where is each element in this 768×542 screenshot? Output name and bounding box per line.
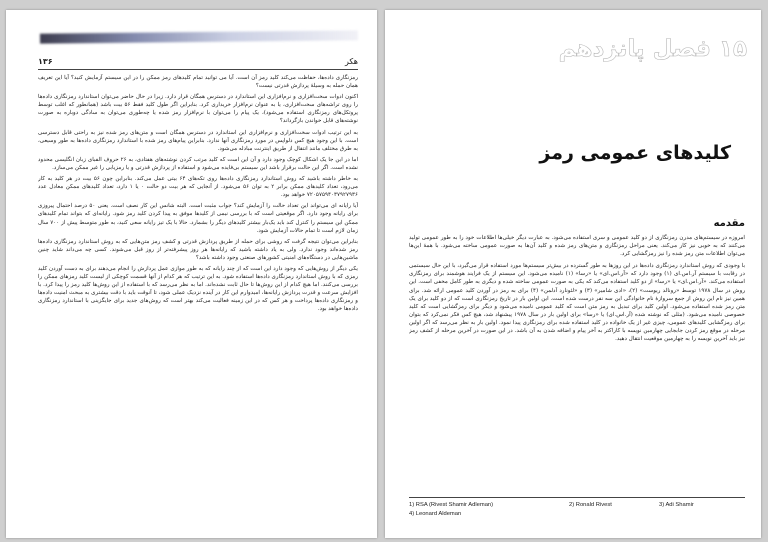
page-number: ۱۳۶: [38, 57, 53, 66]
section-heading: مقدمه: [713, 218, 745, 229]
paragraph: به این ترتیب ادوات سخت‌افزاری و نرم‌افزاری این استاندارد در دسترس همگان است و متن‌های رمز شده نیز به راحتی قابل دسترسی است. با این وجود هیچ کس دلواپس در مورد رمزنگاری آنها ندارد. بنابراین پیام‌های رمز شده با استاندارد رمزنگاری داده‌ها به طور وسیعی، به طرق مختلف مانند انتقال از طریق اینترنت مبادله می‌شود.: [38, 129, 358, 152]
running-head: [38, 57, 358, 70]
paragraph: امروزه در سیستم‌های مدرن رمزنگاری از دو کلید عمومی و سری استفاده می‌شود. به عبارت دیگر خیلی‌ها اطلاعات خود را به طور عمومی تولید می‌کنند که به خوبی نیز کار می‌کند. یعنی مراحل رمزنگاری و متن‌های رمز شده و کلید آن‌ها به صورت عمومی ساخته می‌شود. با همهٔ این‌ها می‌توان اطلاعات متن رمز شده را نیز رمزگشایی کرد.: [409, 235, 745, 258]
paragraph: اکنون ادوات سخت‌افزاری و نرم‌افزاری این استاندارد در دسترس همگان قرار دارد. زیرا در حال حاضر می‌توان استاندارد رمزنگاری داده‌ها را روی تراشه‌های سخت‌افزاری، یا به عنوان نرم‌افزار خریداری کرد. بنابراین اگر طول کلید فقط ۵۶ بیت باشد (همانطور که اغلب توسط پروتکل‌های رمزنگاری استفاده می‌شود)، یک پیام را می‌توان با نرم‌افزار رمز شده یا چه‌طوری می‌توان به سادگی دوباره به صورت نوشته‌های قابل خواندن بازگرداند؟: [38, 94, 358, 125]
paragraph: به خاطر داشته باشید که روش استاندارد رمزنگاری داده‌ها روی تکه‌های ۶۴ بیتی عمل می‌کند. بنابراین چون ۵۶ بیت در هر کلید به کار می‌رود، تعداد کلیدهای ممکن برابر ۲ به توان ۵۶ می‌شود. از آنجایی که هر بیت دو حالت ۰ یا ۱ دارد، تعداد کلیدهای ممکن معادل عدد ۷۲۰۵۷۵۹۴۰۳۷۹۲۷۹۳۶ خواهد بود.: [38, 176, 358, 199]
running-head-title: هکر: [344, 57, 358, 66]
paragraph: یکی دیگر از روش‌هایی که وجود دارد این است که از چند رایانه که به طور موازی عمل پردازش را انجام می‌دهند برای به دست آوردن کلید رمزی که با روش استاندارد رمزنگاری داده‌ها استفاده شود. به این ترتیب که هر کدام از آنها قسمت کوچکی از لیست کلید رمزهای ممکن را بررسی می‌کنند. اما هیچ کدام از این روش‌ها تا حال ثابت نشده‌اند. اما به نظر می‌رسد که با استفاده از این روش‌ها کلید رمز را پیدا کرد. با افزایش سرعت و قدرت پردازش رایانه‌ها، امیدوارم این کار در آینده نزدیک عملی شود، تا آنوقت باید با دقت بیشتری به مبحث امنیت داده‌ها و رمزنگاری داده‌ها پرداخت و هر کس که در این زمینه فعالیت می‌کند بهتر است که روش‌های جدید برای جایگزینی با استاندارد رمزنگاری داده‌ها خواهد بود.: [38, 265, 358, 313]
scan-smear: [40, 30, 358, 43]
right-page: [385, 10, 761, 538]
footnote-divider: [409, 497, 745, 498]
footnote: 2) Ronald Rivest: [569, 502, 612, 508]
left-page: [6, 10, 377, 538]
left-page-body: [38, 74, 358, 484]
right-page-body: [409, 234, 745, 490]
footnote: 3) Adi Shamir: [659, 502, 694, 508]
paragraph: آیا رایانه ای می‌تواند این تعداد حالت را آزمایش کند؟ جواب مثبت است. البته شانس این کار نصف است. یعنی ۵۰ درصد احتمال پیروزی برای رایانه وجود دارد. اگر موقعیتی است که با بررسی نیمی از کلیدها موفق به پیدا کردن کلید رمز شود. رایانه‌ای که بتواند تمام کلیدهای ممکن این سیستم را کنترل کند باید یک‌بار بیشتر کلیدهای دیگر را بشمارد. حالا با یک تیز رایانه سعی کنید، به طور متوسط پیش از ۷۰۰ سال زمان لازم است تا تمام حالات آزمایش شود.: [38, 203, 358, 234]
paragraph: رمزنگاری داده‌ها، حفاظت می‌کند کلید رمز آن است. آیا می توانید تمام کلیدهای رمز ممکن را در این سیستم آزمایش کنید؟ آیا این تعریف همان حمله به وسیلهٔ پردازش قدرتی نیست؟: [38, 75, 358, 90]
footnote: 4) Leonard Aldeman: [409, 511, 462, 517]
chapter-title: کلیدهای عمومی رمز: [539, 142, 731, 164]
paragraph: بنابراین می‌توان نتیجه گرفت که روشی برای حمله از طریق پردازش قدرتی و کشف رمز متن‌هایی که به روش استاندارد رمزنگاری داده‌ها رمز شده‌اند وجود ندارد. ولی به یاد داشته باشید که رایانه‌ها هر روز پیشرفته‌تر از روز قبل می‌شوند. کسی چه می‌داند شاید چنین ماشین‌هایی در دستگاه‌های امنیتی کشورهای صنعتی وجود داشته باشد؟: [38, 238, 358, 261]
footnote: 1) RSA (Rivest Shamir Adleman): [409, 502, 494, 508]
paragraph: با وجودی که روش استاندارد رمزنگاری داده‌ها در این روزها به طور گسترده در بیش‌تر سیستم‌ها مورد استفاده قرار می‌گیرد، با این حال سیستمی در رقابت با سیستم آر.اس.ای (۱) وجود دارد که «آر.اس.ای» یا «رسا» (۱) نامیده می‌شود. این سیستم از یک فرایند هوشمند برای رمزنگاری استفاده می‌کند. «آر.اس.ای» یا «رسا» از دو کلید استفاده می‌کند که یکی به صورت عمومی ساخته شده و دیگری به طور کامل مخفی است. این روش در سال ۱۹۷۸ توسط «رونالد ریوست» (۲)، «ادی شامیر» (۳) و «لئونارد آدلمن» (۴) برای به رمز در آوردن کلید عمومی ارائه شد. برای همین نیز نام این روش از جمع سروازهٔ نام خانوادگی این سه نفر درست شده است. این اولین بار در تاریخ رمزنگاری است که از دو کلید برای یک متن رمز شده استفاده می‌شود. اولین کلید برای تبدیل به رمز متن است که کلید عمومی نامیده می‌شود و دیگر برای رمزگشایی است که کلید خصوصی نامیده می‌شود. (مثلی که نوشته شده (آر.اس.ای) یا «رسا» برای اولین بار در سال ۱۹۷۸ پیشنهاد شد، هیچ کس فکر نمی‌کرد که بتوان برای رمزگشایی کلیدهای عمومی، چیزی غیر از یک خانواده در کلید استفاده شده برای رمزنگاری پیدا نمود. اولین بار به نظر می‌رسد که اگر اولین مرحله در موقع رمز کردن جابجایی چهارمین نویسه با کاراکتر به آخر پیام و اضافه شدن به آن باشد. در این صورت در آخرین مرحله از کشف رمز نیز باید آخرین نویسه را به چهارمین موقعیت انتقال دهید.: [409, 263, 745, 343]
chapter-number: ۱۵ فصل پانزدهم: [558, 36, 747, 62]
paragraph: اما در این جا یک اشکال کوچک وجود دارد و آن این است که کلید مرتب کردن نوشته‌های هفتادی، به ۲۶ حروف الفبای زبان انگلیسی محدود نشده است. اگر این حالت برقرار باشد این سیستم بی‌فایده می‌شود و استفاده از پردازش قدرتی و یا رمزیابی را غیر ممکن می‌سازد.: [38, 156, 358, 171]
